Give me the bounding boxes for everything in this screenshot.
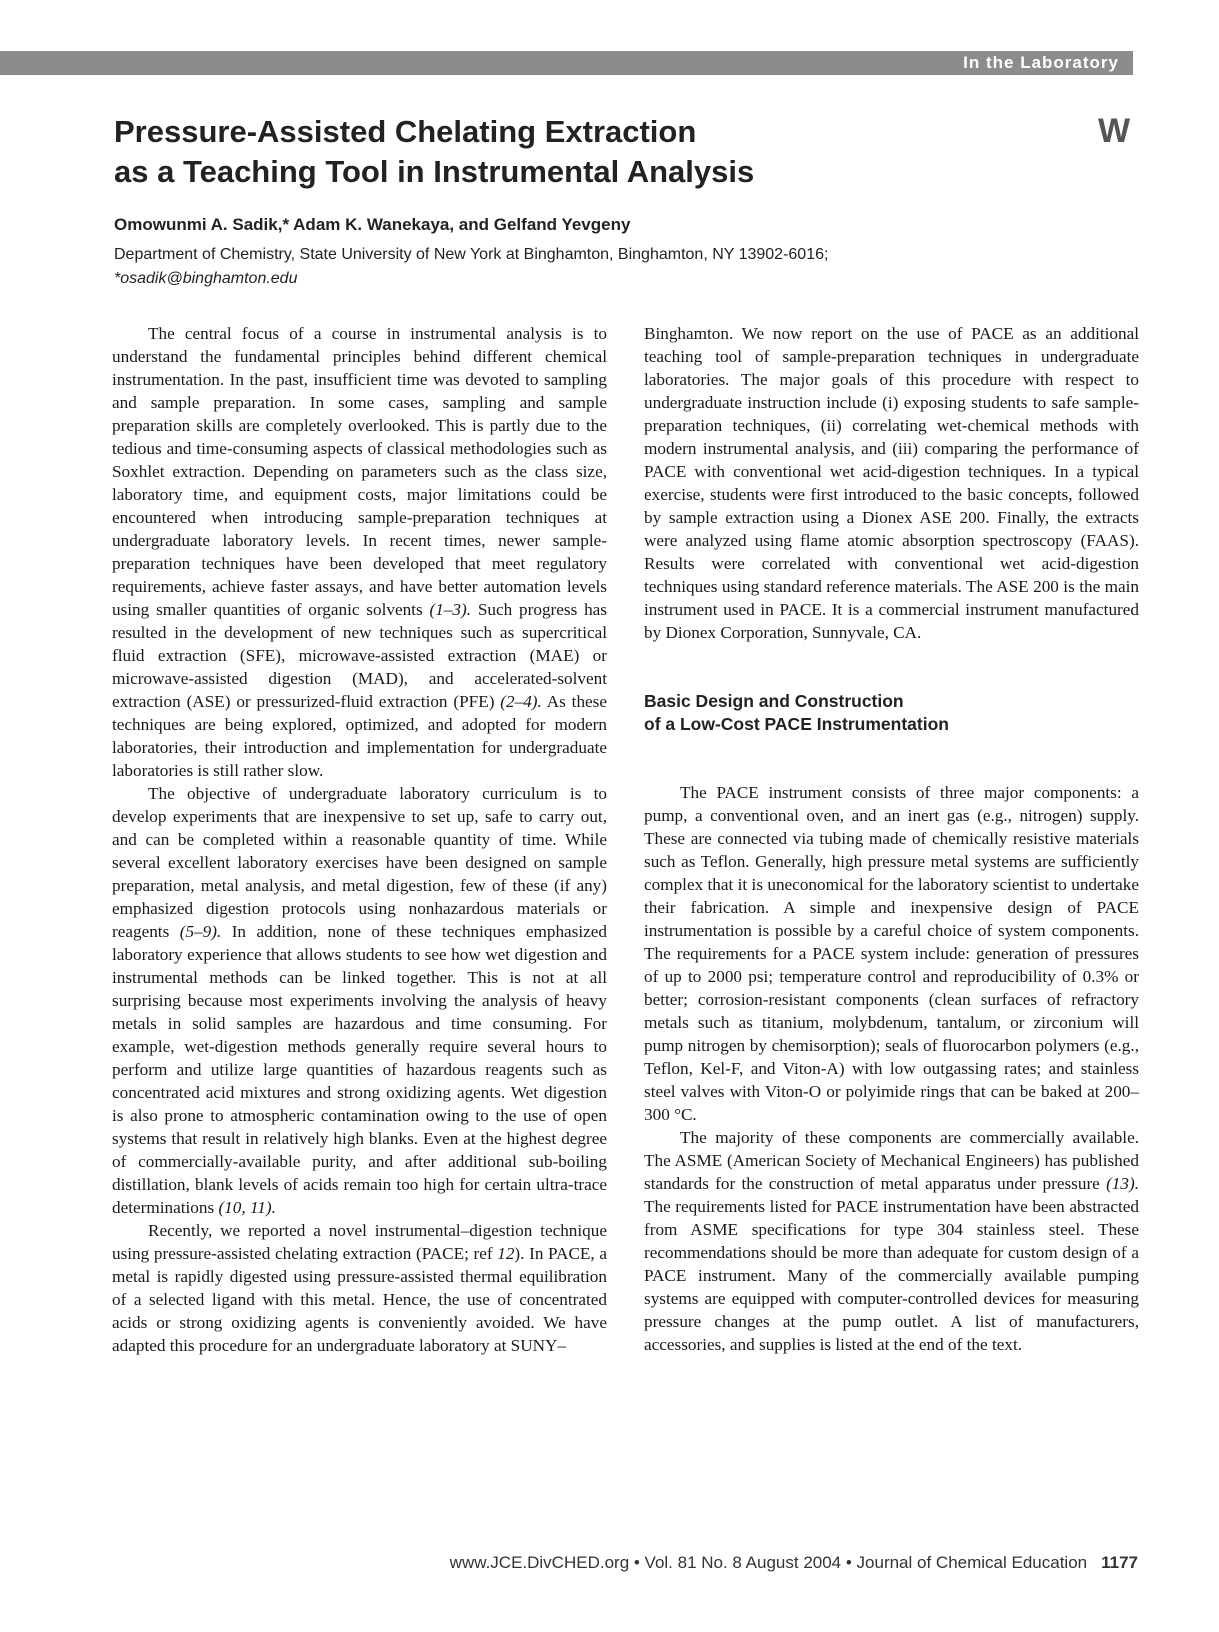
title-line-1: Pressure-Assisted Chelating Extraction	[114, 114, 697, 149]
paragraph-text: The majority of these components are commercially available. The ASME (American Society of Mechanical Engineers) has published standards for the construction of metal apparatus under pressure	[644, 1128, 1139, 1193]
left-column	[112, 322, 607, 1357]
citation: 12	[497, 1244, 515, 1263]
section-heading	[644, 690, 1139, 736]
heading-line-2: of a Low-Cost PACE Instrumentation	[644, 714, 949, 734]
paragraph: The PACE instrument consists of three major components: a pump, a conventional oven, and an inert gas (e.g., nitrogen) supply. These are connected via tubing made of chemically resistive materials such as Teflon. Generally, high pressure metal systems are sufficiently complex that it is uneconomical for the laboratory scientist to undertake their fabrication. A simple and inexpensive design of PACE instrumentation is possible by a careful choice of system components. The requirements for a PACE system include: generation of pressures of up to 2000 psi; temperature control and reproducibility of 0.3% or better; corrosion-resistant components (clean surfaces of refractory metals such as titanium, molybdenum, tantalum, or zirconium will pump nitrogen by chemisorption); seals of fluorocarbon polymers (e.g., Teflon, Kel-F, and Viton-A) with low outgassing rates; and stainless steel valves with Viton-O or polyimide rings that can be baked at 200–300 °C.	[644, 783, 1139, 1124]
paragraph	[112, 322, 607, 782]
heading-line-1: Basic Design and Construction	[644, 691, 904, 711]
web-material-icon: W	[1098, 112, 1129, 150]
title-line-2: as a Teaching Tool in Instrumental Analysis	[114, 154, 755, 189]
paragraph-text: The central focus of a course in instrumental analysis is to understand the fundamental principles behind different chemical instrumentation. In the past, insufficient time was devoted to sampling and sample preparation. In some cases, sampling and sample preparation skills are completely overlooked. This is partly due to the tedious and time-consuming aspects of classical methodologies such as Soxhlet extraction. Depending on parameters such as the class size, laboratory time, and equipment costs, major limitations could be encountered when introducing sample-preparation techniques at undergraduate laboratory levels. In recent times, newer sample-preparation techniques have been developed that meet regulatory requirements, achieve faster assays, and have better automation levels using smaller quantities of organic solvents	[112, 324, 607, 619]
paragraph-text: In addition, none of these techniques emphasized laboratory experience that allows students to see how wet digestion and instrumental methods can be linked together. This is not at all surprising because most experiments involving the analysis of heavy metals in solid samples are hazardous and time consuming. For example, wet-digestion methods generally require several hours to perform and utilize large quantities of hazardous reagents such as concentrated acid mixtures and strong oxidizing agents. Wet digestion is also prone to atmospheric contamination owing to the use of open systems that result in relatively high blanks. Even at the highest degree of commercially-available purity, and after additional sub-boiling distillation, blank levels of acids remain too high for certain ultra-trace determinations	[112, 922, 607, 1217]
citation: (2–4).	[500, 692, 542, 711]
author-list: Omowunmi A. Sadik,* Adam K. Wanekaya, and Gelfand Yevgeny	[114, 215, 631, 234]
paragraph-text: Such progress has resulted in the development of new techniques such as supercritical fluid extraction (SFE), microwave-assisted extraction (MAE) or microwave-assisted digestion (MAD), and accelerated-solvent extraction (ASE) or pressurized-fluid extraction (PFE)	[112, 600, 607, 711]
paragraph: Binghamton. We now report on the use of PACE as an additional teaching tool of sample-preparation techniques in undergraduate laboratories. The major goals of this procedure with respect to undergraduate instruction include (i) exposing students to safe sample-preparation techniques, (ii) correlating wet-chemical methods with modern instrumental analysis, and (iii) comparing the performance of PACE with conventional wet acid-digestion techniques. In a typical exercise, students were first introduced to the basic concepts, followed by sample extraction using a Dionex ASE 200. Finally, the extracts were analyzed using flame atomic absorption spectroscopy (FAAS). Results were correlated with conventional wet acid-digestion techniques using standard reference materials. The ASE 200 is the main instrument used in PACE. It is a commercial instrument manufactured by Dionex Corporation, Sunnyvale, CA.	[644, 324, 1139, 642]
citation: (1–3).	[429, 600, 472, 619]
paragraph-text: As these techniques are being explored, optimized, and adopted for modern laboratories, their introduction and implementation for undergraduate laboratories is still rather slow.	[112, 692, 607, 780]
page-footer	[450, 1553, 1138, 1573]
citation: (10, 11).	[218, 1198, 276, 1217]
paragraph	[644, 1126, 1139, 1356]
citation: (13).	[1106, 1174, 1139, 1193]
section-header-bar	[0, 51, 1133, 75]
paragraph	[112, 1219, 607, 1357]
citation: (5–9).	[179, 922, 222, 941]
paragraph-text: ). In PACE, a metal is rapidly digested using pressure-assisted thermal equilibration of a selected ligand with this metal. Hence, the use of concentrated acids or strong oxidizing agents is conveniently avoided. We have adapted this procedure for an undergraduate laboratory at SUNY–	[112, 1244, 607, 1355]
article-title	[114, 112, 1014, 192]
footer-text: www.JCE.DivCHED.org • Vol. 81 No. 8 August 2004 • Journal of Chemical Education	[449, 1553, 1088, 1572]
page-number: 1177	[1101, 1553, 1138, 1572]
paragraph-text: Recently, we reported a novel instrumental–digestion technique using pressure-assisted chelating extraction (PACE; ref	[112, 1221, 607, 1263]
affiliation-text: Department of Chemistry, State University of New York at Binghamton, Binghamton, NY 13902-6016;	[114, 246, 829, 263]
paragraph	[112, 782, 607, 1219]
paragraph-text: The objective of undergraduate laboratory curriculum is to develop experiments that are inexpensive to set up, safe to carry out, and can be completed within a reasonable quantity of time. While several excellent laboratory exercises have been designed on sample preparation, metal analysis, and metal digestion, few of these (if any) emphasized digestion protocols using nonhazardous materials or reagents	[112, 784, 607, 941]
right-column	[644, 322, 1139, 1356]
affiliation	[114, 243, 828, 291]
paragraph-text: The requirements listed for PACE instrumentation have been abstracted from ASME specifications for type 304 stainless steel. These recommendations should be more than adequate for custom design of a PACE instrument. Many of the commercially available pumping systems are equipped with computer-controlled devices for measuring pressure changes at the pump outlet. A list of manufacturers, accessories, and supplies is listed at the end of the text.	[644, 1197, 1139, 1354]
author-email[interactable]: *osadik@binghamton.edu	[114, 270, 298, 287]
section-label: In the Laboratory	[955, 53, 1127, 73]
